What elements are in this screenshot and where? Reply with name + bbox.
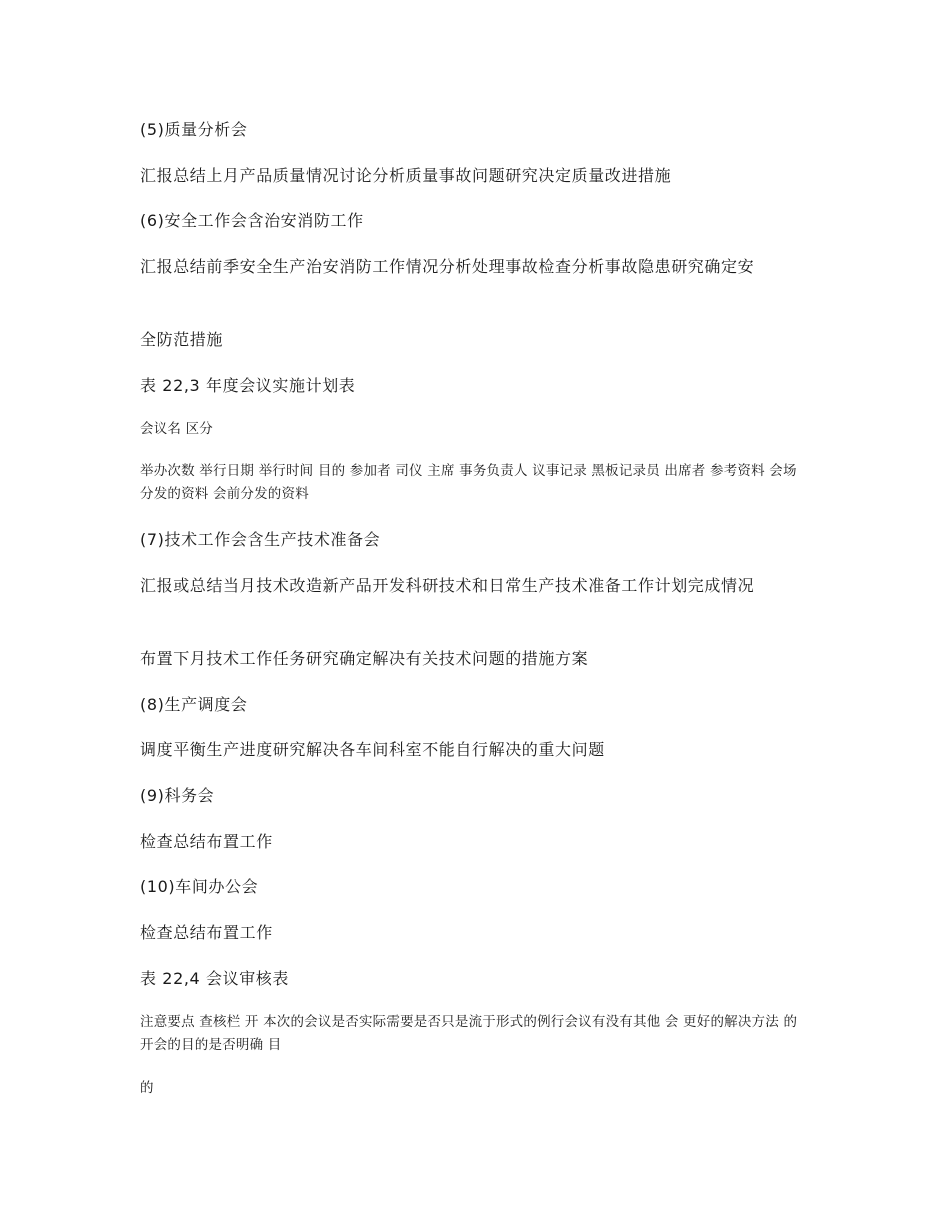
paragraph: 全防范措施: [140, 330, 224, 349]
table-caption: 表 22,3 年度会议实施计划表: [140, 376, 356, 395]
table-fields: 注意要点 查核栏 开 本次的会议是否实际需要是否只是流于形式的例行会议有没有其他 会 更好的解决方法 的 开会的目的是否明确 目: [140, 1014, 798, 1053]
section-heading-dispatch-meeting: (8)生产调度会: [140, 695, 248, 714]
paragraph: 汇报总结前季安全生产治安消防工作情况分析处理事故检查分析事故隐患研究确定安: [140, 257, 755, 276]
section-heading-workshop-meeting: (10)车间办公会: [140, 877, 259, 896]
table-fields: 举办次数 举行日期 举行时间 目的 参加者 司仪 主席 事务负责人 议事记录 黑板记录员 出席者 参考资料 会场分发的资料 会前分发的资料: [140, 463, 797, 502]
section-heading-department-meeting: (9)科务会: [140, 786, 215, 805]
paragraph: 布置下月技术工作任务研究确定解决有关技术问题的措施方案: [140, 649, 589, 668]
table-caption: 表 22,4 会议审核表: [140, 969, 289, 988]
section-heading-quality-meeting: (5)质量分析会: [140, 120, 248, 139]
section-heading-safety-meeting: (6)安全工作会含治安消防工作: [140, 211, 364, 230]
table-fields-continued: 的: [140, 1080, 154, 1096]
paragraph: 检查总结布置工作: [140, 832, 273, 851]
table-header: 会议名 区分: [140, 421, 213, 437]
paragraph: 检查总结布置工作: [140, 923, 273, 942]
paragraph: 汇报或总结当月技术改造新产品开发科研技术和日常生产技术准备工作计划完成情况: [140, 576, 755, 595]
paragraph: 调度平衡生产进度研究解决各车间科室不能自行解决的重大问题: [140, 740, 605, 759]
section-heading-tech-meeting: (7)技术工作会含生产技术准备会: [140, 530, 381, 549]
paragraph: 汇报总结上月产品质量情况讨论分析质量事故问题研究决定质量改进措施: [140, 166, 672, 185]
